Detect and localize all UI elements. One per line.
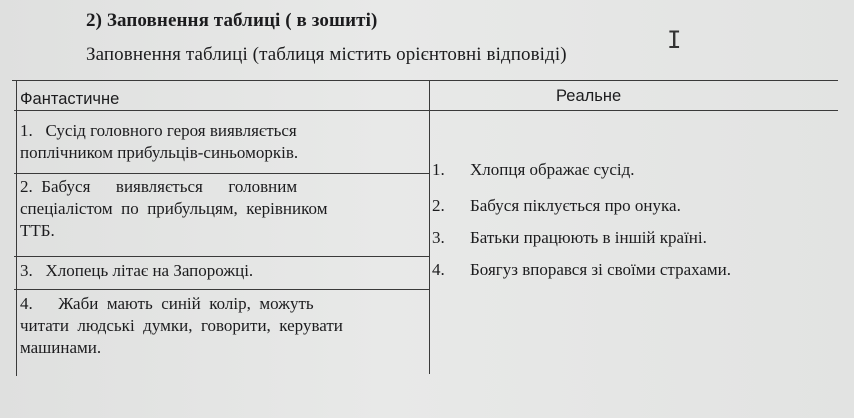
header-fantastic: Фантастичне [20, 90, 120, 108]
table-top-border [12, 80, 838, 81]
fantastic-item-1 [20, 120, 420, 164]
header-real: Реальне [556, 87, 622, 105]
fantastic-item-4-line-2: читати людські думки, говорити, керувати [20, 316, 343, 335]
real-item-2 [432, 196, 681, 216]
row-divider-3 [14, 289, 430, 290]
fantastic-item-2-line-1: 2. Бабуся виявляється головним [20, 177, 298, 196]
fantastic-item-3-line-1: 3. Хлопець літає на Запорожці. [20, 261, 254, 280]
fantastic-item-4-line-3: машинами. [20, 338, 102, 357]
header-bottom-border [14, 110, 838, 111]
real-item-2-number: 2. [432, 196, 445, 215]
text-cursor-icon: I [667, 26, 682, 54]
table-left-border [16, 80, 17, 376]
section-heading: 2) Заповнення таблиці ( в зошиті) [86, 10, 378, 31]
real-item-4-number: 4. [432, 260, 445, 279]
fantastic-item-4 [20, 293, 428, 359]
row-divider-1 [14, 173, 430, 174]
fantastic-item-2-line-3: ТТБ. [20, 221, 55, 240]
fantastic-item-4-line-1: 4. Жаби мають синій колір, можуть [20, 294, 314, 313]
real-item-1-number: 1. [432, 160, 445, 179]
fantastic-item-2 [20, 176, 425, 242]
real-item-1 [432, 160, 635, 180]
fantastic-item-1-line-2: поплічником прибульців-синьоморків. [20, 143, 299, 162]
row-divider-2 [14, 256, 430, 257]
real-item-2-text: Бабуся піклується про онука. [470, 196, 681, 215]
column-divider [429, 80, 430, 374]
real-item-1-text: Хлопця ображає сусід. [470, 160, 635, 179]
fantastic-item-3 [20, 260, 420, 282]
fantastic-item-1-line-1: 1. Сусід головного героя виявляється [20, 121, 297, 140]
real-item-3-text: Батьки працюють в іншій країні. [470, 228, 707, 247]
real-item-4-text: Боягуз впорався зі своїми страхами. [470, 260, 732, 279]
fantastic-item-2-line-2: спеціалістом по прибульцям, керівником [20, 199, 328, 218]
real-item-3-number: 3. [432, 228, 445, 247]
real-item-4 [432, 260, 731, 280]
table-caption: Заповнення таблиці (таблиця містить орієнтовні відповіді) [86, 44, 567, 65]
real-item-3 [432, 228, 707, 248]
